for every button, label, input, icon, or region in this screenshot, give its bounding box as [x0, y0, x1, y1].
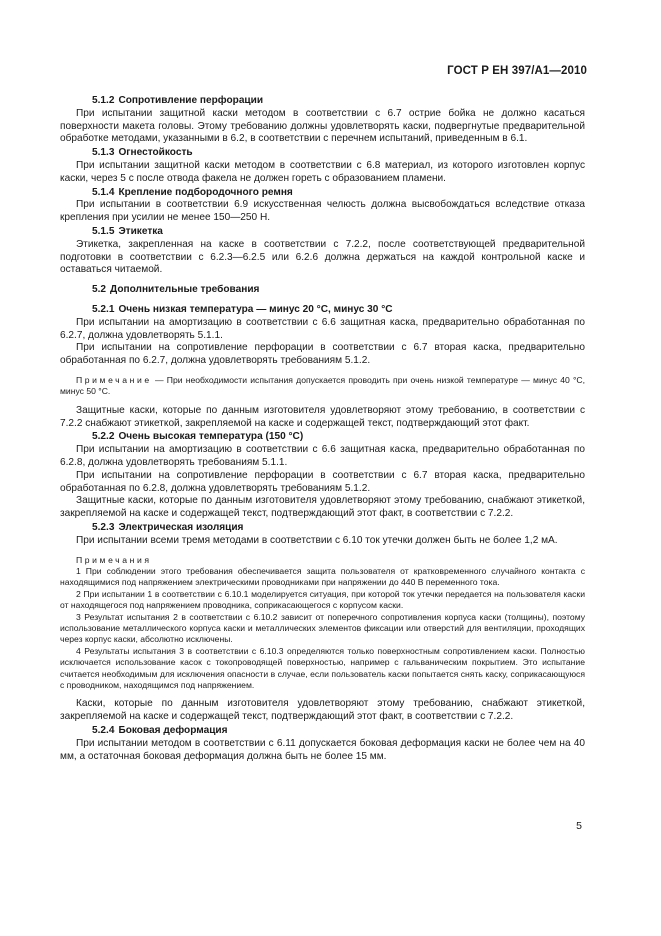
section-heading-5-2 [60, 284, 585, 297]
section-title: Огнестойкость [118, 147, 193, 159]
note-item: 2 При испытании 1 в соответствии с 6.10.1 моделируется ситуация, при которой ток утечки передается на пользователя каски от находящегося под напряжением проводника, соприкасающегося с корпусом каски. [60, 588, 585, 611]
section-number: 5.1.2 [92, 95, 115, 106]
section-title: Очень высокая температура (150 °С) [118, 431, 304, 443]
section-number: 5.1.3 [92, 147, 115, 159]
document-id-header: ГОСТ Р ЕН 397/А1—2010 [447, 65, 587, 77]
paragraph: Защитные каски, которые по данным изготовителя удовлетворяют этому требованию, в соответствии с 7.2.2 снабжают этикеткой, закрепляемой на каске и содержащей текст, подтверждающий этот факт. [60, 404, 585, 429]
section-heading-5-2-2 [60, 431, 585, 444]
paragraph: При испытании на амортизацию в соответствии с 6.6 защитная каска, предварительно обработанная по 6.2.7, должна удовлетворять 5.1.1. [60, 316, 585, 341]
paragraph: При испытании на амортизацию в соответствии с 6.6 защитная каска, предварительно обработанная по 6.2.8, должна удовлетворять требованиям 5.1.1. [60, 444, 585, 468]
paragraph: Защитные каски, которые по данным изготовителя удовлетворяют этому требованию, снабжают этикеткой, закрепляемой на каске и содержащей текст, подтверждающий этот факт, в соответствии с 7.2.2. [60, 495, 585, 520]
section-number: 5.2.3 [92, 521, 115, 533]
section-heading-5-2-4 [60, 725, 585, 738]
paragraph: При испытании в соответствии 6.9 искусственная челюсть должна высвобождаться вследствие отказа крепления при усилии не менее 150—250 Н. [60, 199, 585, 224]
note-item: 1 При соблюдении этого требования обеспечивается защита пользователя от кратковременного случайного контакта с находящимися под напряжением электрическими проводниками при напряжении до 440 В переменного тока. [60, 565, 585, 588]
section-title: Электрическая изоляция [118, 521, 244, 533]
page-number: 5 [576, 820, 582, 832]
note-item: 3 Результат испытания 2 в соответствии с 6.10.2 зависит от поперечного сопротивления корпуса каски (толщины), поэтому использование металлического корпуса каски и металлических элементов фиксации или отверстий для вентиляции, проходящих через корпус каски, абсолютно исключены. [60, 611, 585, 645]
notes-title: Примечания [76, 554, 152, 565]
paragraph: При испытании защитной каски методом в соответствии с 6.7 острие бойка не должно касаться поверхности макета головы. Этому требованию должны удовлетворять каски, подвергнутые предварительной обработке методами, указанными в 6.2, в соответствии с перечнем испытаний, приведенным в 6.1. [60, 107, 585, 145]
note-text: — При необходимости испытания допускается проводить при очень низкой температуре — минус 40 °С, минус 50 °С. [60, 374, 586, 397]
section-title: Сопротивление перфорации [118, 95, 264, 106]
note-item: 4 Результаты испытания 3 в соответствии с 6.10.3 определяются только поверхностным сопротивлением каски. Полностью исключается использование касок с токопроводящей поверхностью, например с гальваническим покрытием. Это испытание считается необходимым для исключения опасности в случае, если пользователь каски попытается снять каску, соприкасающуюся с проводником, находящимся под напряжением. [60, 645, 585, 690]
section-number: 5.2.1 [92, 303, 115, 315]
section-heading-5-2-3 [60, 522, 585, 535]
section-title: Дополнительные требования [110, 284, 260, 296]
section-title: Боковая деформация [118, 724, 228, 736]
section-title: Очень низкая температура — минус 20 °С, минус 30 °С [118, 303, 393, 315]
paragraph: Этикетка, закрепленная на каске в соответствии с 7.2.2, после соответствующей предварительной подготовки в соответствии с 6.2.3—6.2.5 или 6.2.6 должна держаться на каждой контрольной каске и оставаться читаемой. [60, 238, 585, 276]
note-label: Примечание [76, 374, 152, 385]
section-number: 5.2.4 [92, 724, 115, 736]
paragraph: При испытании защитной каски методом в соответствии с 6.8 материал, из которого изготовлен корпус каски, через 5 с после отвода факела не должен гореть с образованием пламени. [60, 159, 585, 184]
section-number: 5.1.4 [92, 186, 115, 198]
section-heading-5-1-4 [60, 187, 585, 200]
note [60, 375, 585, 398]
paragraph: При испытании всеми тремя методами в соответствии с 6.10 ток утечки должен быть не более 1,2 мА. [76, 534, 558, 546]
section-number: 5.2.2 [92, 431, 115, 443]
document-body [60, 94, 585, 763]
paragraph: При испытании методом в соответствии с 6.11 допускается боковая деформация каски не более чем на 40 мм, а остаточная боковая деформация должна быть не более 15 мм. [60, 737, 585, 762]
section-title: Этикетка [118, 225, 163, 237]
section-heading-5-1-5 [60, 226, 585, 239]
paragraph: При испытании на сопротивление перфорации в соответствии с 6.7 вторая каска, предварительно обработанная по 6.2.7, должна удовлетворять требованиям 5.1.2. [60, 342, 585, 367]
section-heading-5-1-3 [60, 147, 585, 160]
section-title: Крепление подбородочного ремня [118, 186, 293, 198]
paragraph: При испытании на сопротивление перфорации в соответствии с 6.7 вторая каска, предварительно обработанная по 6.2.8, должна удовлетворять требованиям 5.1.2. [60, 469, 585, 494]
paragraph: Каски, которые по данным изготовителя удовлетворяют этому требованию, снабжают этикеткой, закрепляемой на каске и содержащей текст, подтверждающий этот факт, в соответствии с 7.2.2. [60, 698, 585, 723]
section-number: 5.1.5 [92, 225, 115, 237]
section-heading-5-1-2 [60, 95, 585, 108]
section-number: 5.2 [92, 284, 107, 296]
section-heading-5-2-1 [60, 304, 585, 317]
